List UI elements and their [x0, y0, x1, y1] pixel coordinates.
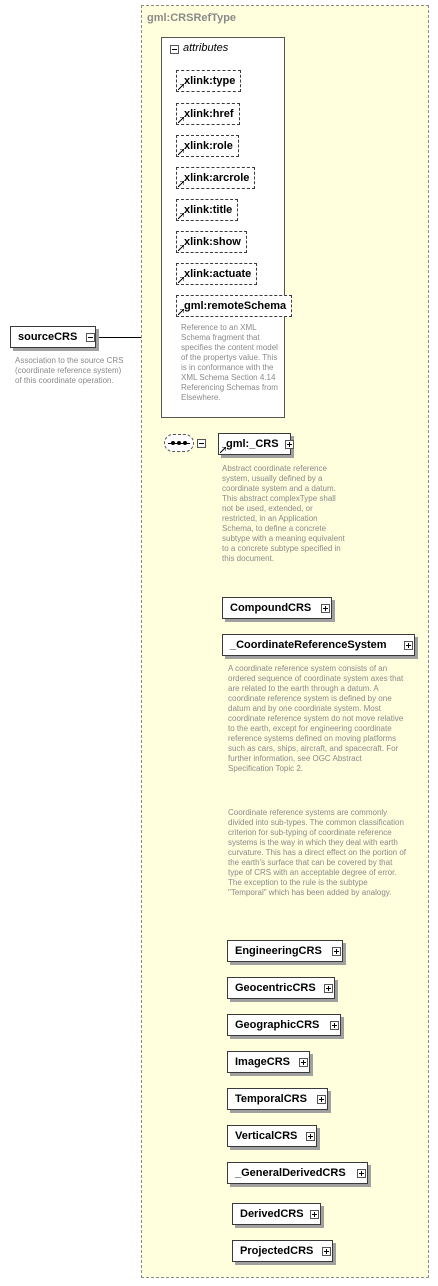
root-element-sourcecrs[interactable] — [10, 326, 96, 348]
collapse-icon[interactable] — [86, 333, 95, 342]
crs-annotation-paragraph-2: Coordinate reference systems are commonly divided into sub-types. The common classification criterion for sub-typing of coordinate reference systems is the way in which they deal with earth curvature. This has a direct effect on the portion of the earth's surface that can be covered by that type of CRS with an acceptable degree of error. The exception to the rule is the subtype "Temporal" which has been added by analogy. — [228, 808, 407, 897]
element-label: _GeneralDerivedCRS — [235, 1167, 346, 1179]
reference-arrow-icon — [220, 447, 226, 453]
remoteschema-annotation: Reference to an XML Schema fragment that specifies the content model of the propertys value. This is in conformance with the XML Schema Section 4.14 Referencing Schemas from Elsewhere. — [181, 323, 278, 402]
element-label: _CoordinateReferenceSystem — [230, 639, 387, 651]
element-coordinate-reference-system[interactable] — [222, 634, 415, 656]
attribute-xlink-arcrole[interactable] — [176, 167, 255, 189]
expand-icon[interactable] — [306, 1132, 315, 1141]
attribute-xlink-title[interactable] — [176, 199, 238, 221]
expand-icon[interactable] — [357, 1169, 366, 1178]
element-label: DerivedCRS — [240, 1208, 304, 1220]
attribute-label: xlink:arcrole — [184, 172, 250, 184]
reference-arrow-icon — [178, 149, 184, 155]
element-label: GeocentricCRS — [235, 982, 316, 994]
attribute-xlink-actuate[interactable] — [176, 263, 257, 285]
attribute-label: xlink:show — [184, 236, 241, 248]
sequence-compositor-icon[interactable] — [164, 434, 194, 452]
root-element-label: sourceCRS — [18, 331, 78, 343]
expand-icon[interactable] — [285, 440, 294, 449]
attribute-xlink-href[interactable] — [176, 103, 240, 125]
element-label: VerticalCRS — [235, 1130, 298, 1142]
element-label: CompoundCRS — [230, 602, 312, 614]
attribute-xlink-role[interactable] — [176, 135, 239, 157]
expand-icon[interactable] — [322, 1247, 331, 1256]
element-geocentriccrs[interactable] — [227, 977, 335, 999]
gml-crs-annotation: Abstract coordinate reference system, usually defined by a coordinate system and a datum. This abstract complexType shall not be used, extended, or restricted, in an Application Schema, to define a concrete subtype with a meaning equivalent to a concrete subtype specified in this document. — [222, 464, 345, 563]
element-imagecrs[interactable] — [227, 1051, 310, 1073]
expand-icon[interactable] — [310, 1210, 319, 1219]
attribute-xlink-show[interactable] — [176, 231, 247, 253]
element-label: GeographicCRS — [235, 1019, 320, 1031]
attribute-label: xlink:actuate — [184, 268, 252, 280]
reference-arrow-icon — [178, 213, 184, 219]
attributes-collapse-icon[interactable] — [170, 45, 179, 54]
attributes-title: attributes — [183, 42, 229, 54]
sequence-collapse-icon[interactable] — [197, 439, 206, 448]
element-gml-crs[interactable] — [218, 433, 291, 455]
reference-arrow-icon — [178, 309, 184, 315]
element-label: TemporalCRS — [235, 1093, 307, 1105]
expand-icon[interactable] — [299, 1058, 308, 1067]
element-compoundcrs[interactable] — [222, 597, 332, 619]
reference-arrow-icon — [178, 245, 184, 251]
element-label: ImageCRS — [235, 1056, 291, 1068]
element-verticalcrs[interactable] — [227, 1125, 317, 1147]
attribute-xlink-type[interactable] — [176, 70, 241, 92]
element-projectedcrs[interactable] — [232, 1240, 333, 1262]
type-title: gml:CRSRefType — [147, 12, 237, 24]
reference-arrow-icon — [178, 277, 184, 283]
expand-icon[interactable] — [332, 947, 341, 956]
attribute-label: xlink:role — [184, 140, 233, 152]
element-label: EngineeringCRS — [235, 945, 322, 957]
expand-icon[interactable] — [404, 641, 413, 650]
expand-icon[interactable] — [324, 984, 333, 993]
element-temporalcrs[interactable] — [227, 1088, 328, 1110]
expand-icon[interactable] — [321, 604, 330, 613]
reference-arrow-icon — [178, 181, 184, 187]
attribute-label: gml:remoteSchema — [184, 300, 287, 312]
element-label: ProjectedCRS — [240, 1245, 314, 1257]
root-element-annotation: Association to the source CRS (coordinate reference system) of this coordinate operation. — [15, 356, 124, 385]
reference-arrow-icon — [178, 84, 184, 90]
element-label: gml:_CRS — [226, 438, 279, 450]
expand-icon[interactable] — [317, 1095, 326, 1104]
element-engineeringcrs[interactable] — [227, 940, 343, 962]
expand-icon[interactable] — [330, 1021, 339, 1030]
attribute-label: xlink:href — [184, 108, 234, 120]
crs-annotation-paragraph-1: A coordinate reference system consists of an ordered sequence of coordinate system axes that are related to the earth through a datum. A coordinate reference system is defined by one datum and by one coordinate system. Most coordinate reference system do not move relative to the earth, except for engineering coordinate reference systems defined on moving platforms such as cars, ships, aircraft, and spacecraft. For further information, see OGC Abstract Specification Topic 2. — [228, 664, 404, 773]
element-general-derived-crs[interactable] — [227, 1162, 368, 1184]
element-derivedcrs[interactable] — [232, 1203, 321, 1225]
reference-arrow-icon — [178, 117, 184, 123]
attribute-label: xlink:title — [184, 204, 233, 216]
attribute-label: xlink:type — [184, 75, 236, 87]
attribute-gml-remoteschema[interactable] — [176, 295, 292, 317]
element-geographiccrs[interactable] — [227, 1014, 341, 1036]
